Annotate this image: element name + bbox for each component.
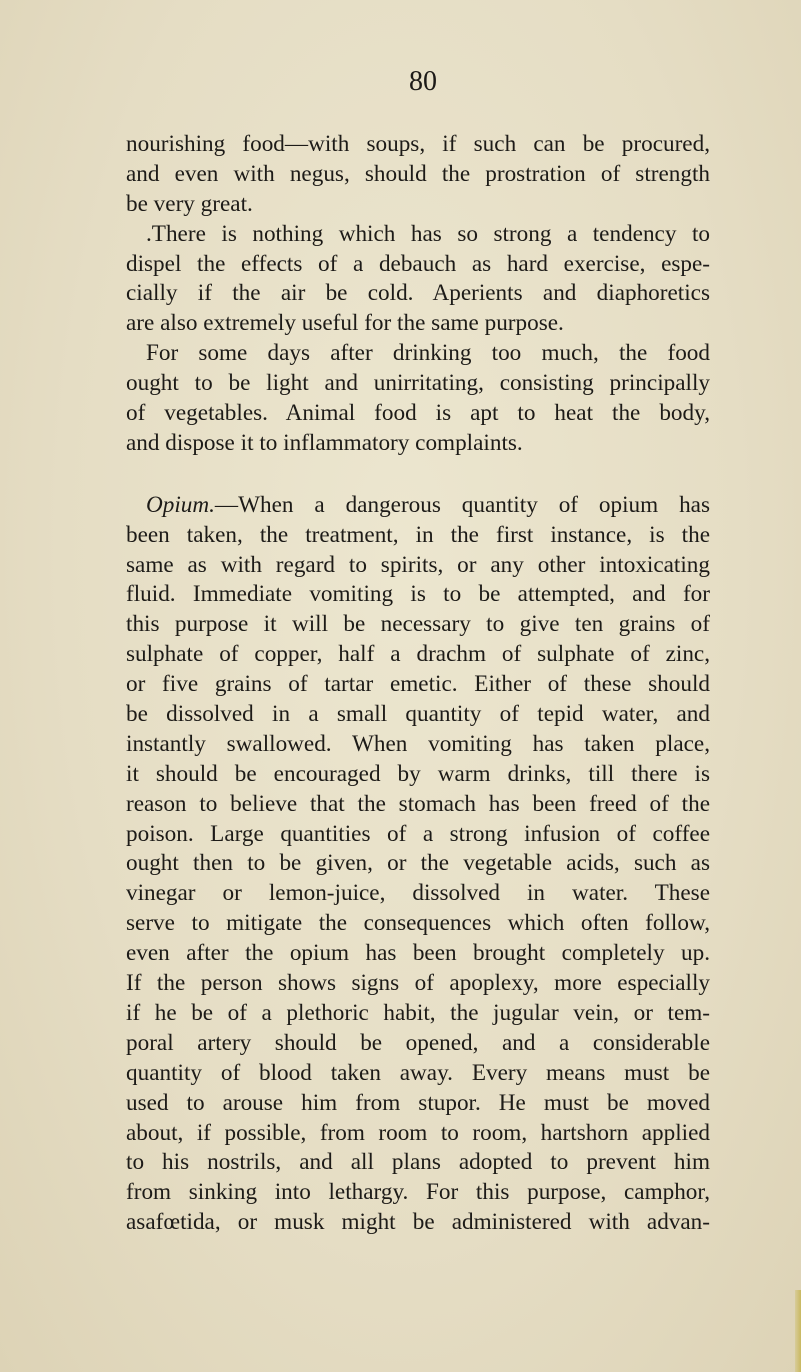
text-line: and even with negus, should the prostration of strength xyxy=(126,160,710,187)
text-line: cially if the air be cold. Aperients and diaphoretics xyxy=(126,280,710,307)
text-line: instantly swallowed. When vomiting has taken place, xyxy=(126,730,710,757)
text-line: .There is nothing which has so strong a tendency to xyxy=(146,220,710,247)
text-line: fluid. Immediate vomiting is to be attempted, and for xyxy=(126,581,710,608)
text-line: to his nostrils, and all plans adopted to prevent him xyxy=(126,1149,710,1176)
text-line: used to arouse him from stupor. He must be moved xyxy=(126,1089,710,1116)
text-line: even after the opium has been brought completely up. xyxy=(126,940,710,967)
text-line: reason to believe that the stomach has been freed of the xyxy=(126,790,710,817)
text-line: same as with regard to spirits, or any other intoxicating xyxy=(126,551,710,578)
text-line: poral artery should be opened, and a considerable xyxy=(126,1029,710,1056)
text-line: serve to mitigate the consequences which often follow, xyxy=(126,910,710,937)
text-line: be very great. xyxy=(126,190,253,217)
text-line: if he be of a plethoric habit, the jugular vein, or tem- xyxy=(126,999,710,1026)
paragraph-gap xyxy=(126,459,710,491)
text-line: For some days after drinking too much, the food xyxy=(146,340,710,367)
text-line: from sinking into lethargy. For this purpose, camphor, xyxy=(126,1179,710,1206)
text-line: asafœtida, or musk might be administered with advan- xyxy=(126,1209,710,1236)
text-line: poison. Large quantities of a strong infusion of coffee xyxy=(126,820,710,847)
body-text xyxy=(126,130,710,1238)
text-line: it should be encouraged by warm drinks, till there is xyxy=(126,760,710,787)
text-line: or five grains of tartar emetic. Either of these should xyxy=(126,671,710,698)
text-line: this purpose it will be necessary to give ten grains of xyxy=(126,611,710,638)
section-heading-opium: Opium. xyxy=(146,491,215,518)
text-line: be dissolved in a small quantity of tepid water, and xyxy=(126,701,710,728)
text-line: sulphate of copper, half a drachm of sulphate of zinc, xyxy=(126,641,710,668)
text-line: been taken, the treatment, in the first instance, is the xyxy=(126,521,710,548)
page-number: 80 xyxy=(409,66,437,97)
text-line: ought to be light and unirritating, consisting principally xyxy=(126,370,710,397)
text-line: of vegetables. Animal food is apt to heat the body, xyxy=(126,400,710,427)
text-line: nourishing food—with soups, if such can be procured, xyxy=(126,131,710,157)
text-line: vinegar or lemon-juice, dissolved in water. These xyxy=(126,880,710,907)
text-line: If the person shows signs of apoplexy, more especially xyxy=(126,970,710,997)
text-line: are also extremely useful for the same purpose. xyxy=(126,310,564,337)
text-line: dispel the effects of a debauch as hard exercise, espe- xyxy=(126,250,710,277)
text-line-opium xyxy=(126,491,710,521)
text-line: and dispose it to inflammatory complaints. xyxy=(126,429,523,456)
text-line: about, if possible, from room to room, hartshorn applied xyxy=(126,1119,710,1146)
text-line: ought then to be given, or the vegetable acids, such as xyxy=(126,850,710,877)
text-line: —When a dangerous quantity of opium has xyxy=(214,491,710,518)
page-edge xyxy=(795,1290,801,1372)
text-line: quantity of blood taken away. Every means must be xyxy=(126,1059,710,1086)
